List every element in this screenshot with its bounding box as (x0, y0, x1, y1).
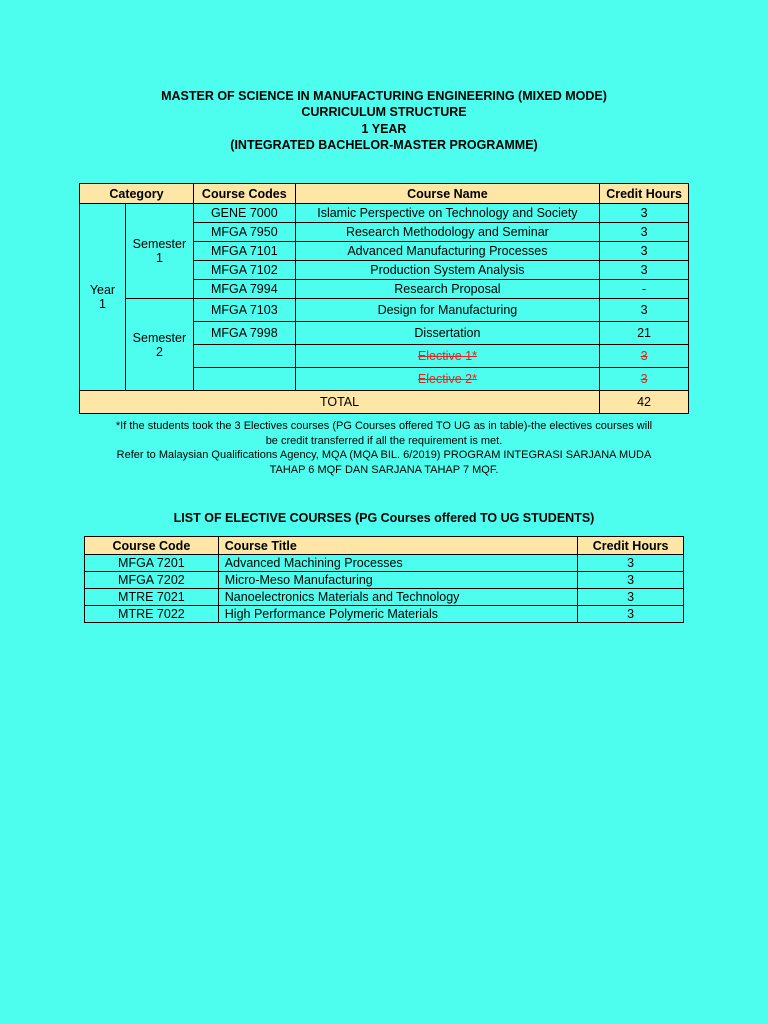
course-name: Design for Manufacturing (295, 299, 599, 322)
footnote (84, 419, 684, 477)
year-cell (80, 204, 126, 391)
footnote-line: TAHAP 6 MQF DAN SARJANA TAHAP 7 MQF. (269, 463, 499, 476)
semester-number: 1 (155, 251, 163, 265)
header-course-name: Course Name (295, 184, 599, 204)
credit-hours: 3 (578, 606, 684, 623)
table-row (85, 589, 684, 606)
elective-header-row (85, 537, 684, 555)
table-row (85, 555, 684, 572)
credit-hours: 3 (600, 242, 689, 261)
course-title: Advanced Machining Processes (218, 555, 577, 572)
semester-1-cell (125, 204, 193, 299)
duration-title: 1 YEAR (361, 121, 407, 136)
course-title: High Performance Polymeric Materials (218, 606, 577, 623)
course-name: Research Proposal (295, 280, 599, 299)
footnote-line: be credit transferred if all the requirement is met. (265, 434, 503, 447)
course-name: Production System Analysis (295, 261, 599, 280)
course-name: Research Methodology and Seminar (295, 223, 599, 242)
course-code: MFGA 7101 (193, 242, 295, 261)
total-row (80, 391, 689, 414)
credit-hours: 3 (600, 299, 689, 322)
document-heading (0, 88, 768, 153)
header-credit-hours: Credit Hours (600, 184, 689, 204)
course-code (193, 368, 295, 391)
table-row (85, 572, 684, 589)
course-code: MTRE 7021 (85, 589, 219, 606)
credit-hours: 3 (578, 572, 684, 589)
course-name: Advanced Manufacturing Processes (295, 242, 599, 261)
credit-hours (600, 368, 689, 391)
credit-hours: - (600, 280, 689, 299)
curriculum-header-row (80, 184, 689, 204)
course-code: GENE 7000 (193, 204, 295, 223)
course-name: Dissertation (295, 322, 599, 345)
elective-list-title: LIST OF ELECTIVE COURSES (PG Courses offered TO UG STUDENTS) (173, 511, 595, 525)
elective-2-credits: 3 (640, 372, 648, 386)
header-category: Category (80, 184, 194, 204)
total-value: 42 (600, 391, 689, 414)
elective-1-name: Elective 1* (417, 349, 477, 363)
credit-hours: 3 (600, 204, 689, 223)
programme-title: MASTER OF SCIENCE IN MANUFACTURING ENGINEERING (MIXED MODE) (161, 89, 607, 103)
course-code: MFGA 7202 (85, 572, 219, 589)
elective-1-credits: 3 (640, 349, 648, 363)
total-label: TOTAL (80, 391, 600, 414)
credit-hours (600, 345, 689, 368)
credit-hours: 21 (600, 322, 689, 345)
course-code: MFGA 7102 (193, 261, 295, 280)
course-name: Islamic Perspective on Technology and Society (295, 204, 599, 223)
semester-label: Semester (132, 330, 187, 345)
semester-2-cell (125, 299, 193, 391)
year-number: 1 (98, 297, 106, 311)
course-code: MFGA 7201 (85, 555, 219, 572)
elective-2-name: Elective 2* (417, 372, 477, 386)
footnote-line: *If the students took the 3 Electives courses (PG Courses offered TO UG as in table)-the electives courses will (115, 420, 653, 432)
table-row (80, 299, 689, 322)
course-title: Micro-Meso Manufacturing (218, 572, 577, 589)
curriculum-structure-title: CURRICULUM STRUCTURE (301, 105, 467, 120)
credit-hours: 3 (578, 555, 684, 572)
table-row (85, 606, 684, 623)
credit-hours: 3 (600, 261, 689, 280)
header-course-codes: Course Codes (193, 184, 295, 204)
course-name (295, 368, 599, 391)
course-title: Nanoelectronics Materials and Technology (218, 589, 577, 606)
table-row (80, 204, 689, 223)
semester-number: 2 (155, 344, 163, 359)
credit-hours: 3 (578, 589, 684, 606)
footnote-line: Refer to Malaysian Qualifications Agency, MQA (MQA BIL. 6/2019) PROGRAM INTEGRASI SARJANA MUDA (116, 449, 652, 462)
year-label: Year (89, 283, 116, 297)
semester-label: Semester (132, 237, 187, 251)
curriculum-table (79, 183, 689, 414)
course-code: MFGA 7998 (193, 322, 295, 345)
course-code: MTRE 7022 (85, 606, 219, 623)
course-name (295, 345, 599, 368)
header-course-code: Course Code (85, 537, 219, 555)
credit-hours: 3 (600, 223, 689, 242)
header-credit-hours: Credit Hours (578, 537, 684, 555)
elective-table (84, 536, 684, 623)
course-code: MFGA 7994 (193, 280, 295, 299)
header-course-title: Course Title (218, 537, 577, 555)
course-code (193, 345, 295, 368)
programme-type-title: (INTEGRATED BACHELOR-MASTER PROGRAMME) (230, 137, 538, 152)
course-code: MFGA 7950 (193, 223, 295, 242)
course-code: MFGA 7103 (193, 299, 295, 322)
